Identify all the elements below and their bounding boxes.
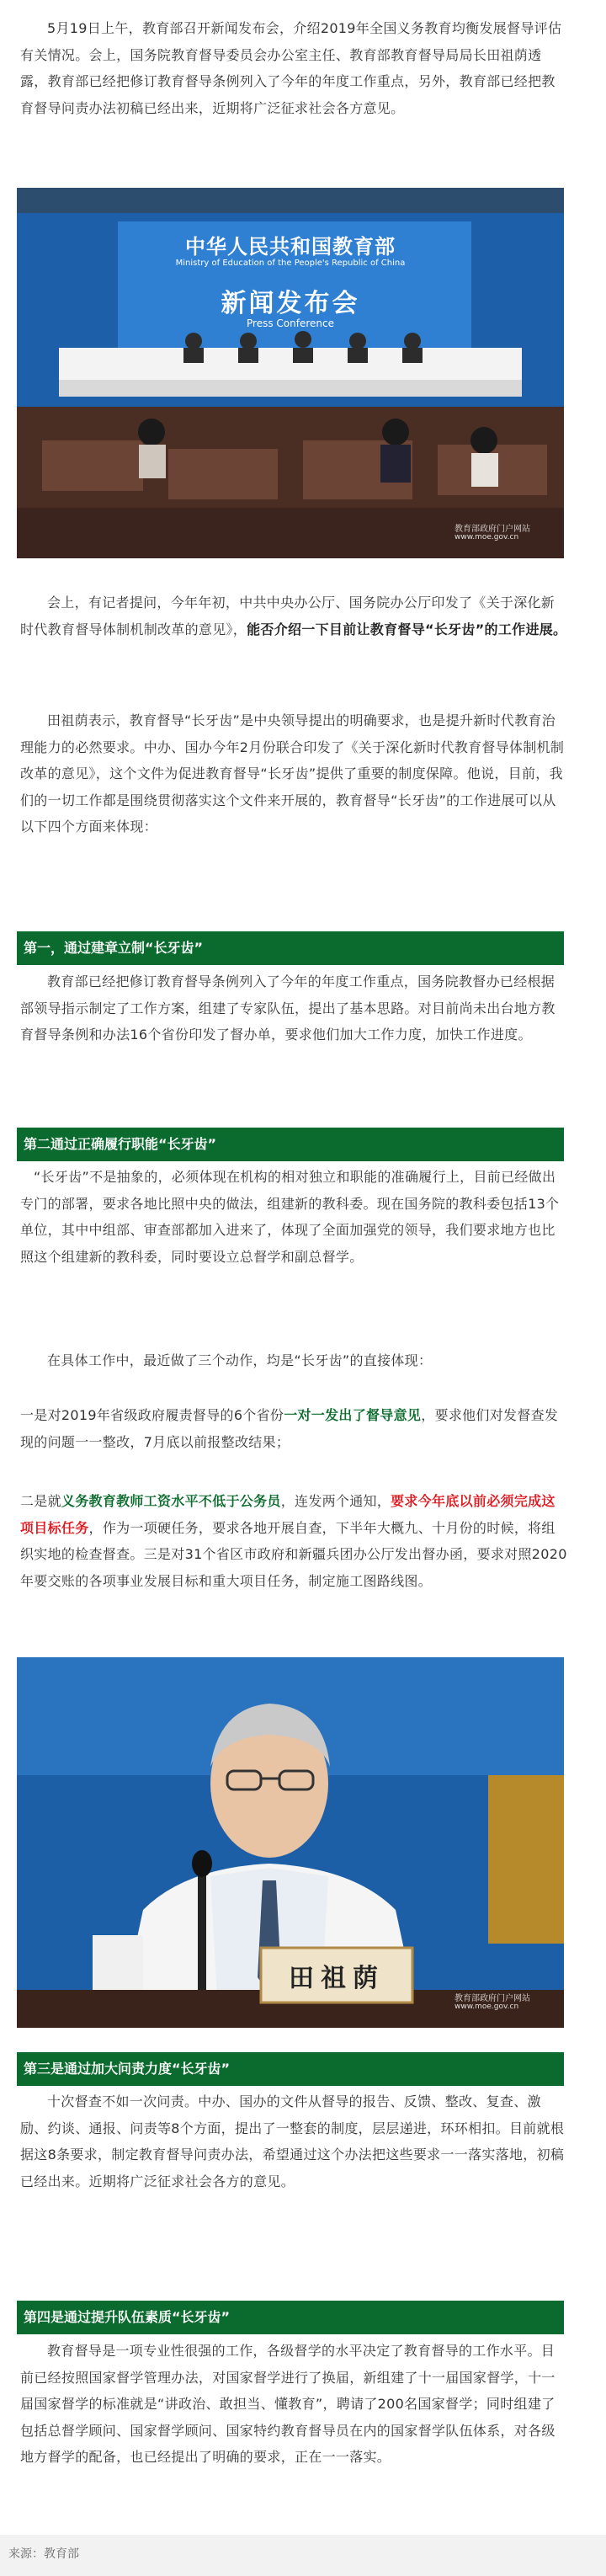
question-bold-text: 能否介绍一下目前让教育督导“长牙齿”的工作进展。 <box>247 621 567 637</box>
p4-green-highlight: 义务教育教师工资水平不低于公务员 <box>61 1493 281 1509</box>
photo-watermark: 教育部政府门户网站 <box>454 525 530 534</box>
p4-text-e: ，作为一项硬任务，要求各地开展自查，下半年大概九、十月份的时候，将组织实地的检查督查。三是对31个省区市政府和新疆兵团办公厅发出督办函，要求对照2020年要交账的各项事业发展目标和重大项目任务，制定施工图路线图。 <box>20 1519 567 1589</box>
section-2-heading: 第二通过正确履行职能“长牙齿” <box>17 1128 564 1161</box>
section-4-paragraph: 教育督导是一项专业性很强的工作，各级督学的水平决定了教育督导的工作水平。目前已经按照国家督学管理办法，对国家督学进行了换届，新组建了十一届国家督学，十一届国家督学的标准就是“讲政治、敢担当、懂教育”，聘请了200名国家督学；同时组建了包括总督学顾问、国家督学顾问、国家特约教育督导员在内的国家督学队伍体系，对各级地方督学的配备，也已经提出了明确的要求，正在一一落实。 <box>20 2343 556 2465</box>
p4-text-a: 二是就 <box>20 1493 61 1509</box>
section-2-paragraph-2: 在具体工作中，最近做了三个动作，均是“长牙齿”的直接体现： <box>47 1352 433 1368</box>
banner-title-cn: 中华人民共和国教育部 <box>185 234 396 259</box>
source-footer <box>0 2535 606 2576</box>
press-conference-photo <box>17 188 564 558</box>
press-conference-title-en: Press Conference <box>247 317 334 329</box>
section-4-heading: 第四是通过提升队伍素质“长牙齿” <box>17 2301 564 2334</box>
section-3-heading: 第三是通过加大问责力度“长牙齿” <box>17 2052 564 2086</box>
photo-watermark-url: www.moe.gov.cn <box>454 2003 519 2011</box>
press-conference-title-cn: 新闻发布会 <box>221 289 360 318</box>
question-text: 会上，有记者提问，今年年初，中共中央办公厅、国务院办公厅印发了《关于深化新时代教育督导体制机制改革的意见》， <box>20 595 556 637</box>
section-1-heading: 第一，通过建章立制“长牙齿” <box>17 931 564 965</box>
p4-red-highlight: 要求今年底以前必须完成这项目标任务 <box>20 1493 556 1536</box>
p3-text-c: ，要求他们对发督查发现的问题一一整改，7月底以前报整改结果； <box>20 1407 559 1450</box>
speaker-nameplate: 田祖荫 <box>289 1964 385 1993</box>
section-2-paragraph-4 <box>20 1488 567 1594</box>
photo-watermark-url: www.moe.gov.cn <box>454 533 519 541</box>
intro-paragraph: 5月19日上午，教育部召开新闻发布会，介绍2019年全国义务教育均衡发展督导评估有关情况。会上，国务院教育督导委员会办公室主任、教育部教育督导局局长田祖荫透露，教育部已经把修订教育督导条例列入了今年的年度工作重点，另外，教育部已经把教育督导问责办法初稿已经出来，近期将广泛征求社会各方意见。 <box>20 20 562 116</box>
section-3-paragraph: 十次督查不如一次问责。中办、国办的文件从督导的报告、反馈、整改、复查、激励、约谈、通报、问责等8个方面，提出了一整套的制度，层层递进，环环相扣。目前就根据这8条要求，制定教育督导问责办法，希望通过这个办法把这些要求一一落实落地，初稿已经出来。近期将广泛征求社会各方的意见。 <box>20 2093 565 2189</box>
section-1-paragraph: 教育部已经把修订教育督导条例列入了今年的年度工作重点，国务院教督办已经根据部领导指示制定了工作方案，组建了专家队伍，提出了基本思路。对目前尚未出台地方教育督导条例和办法16个省份印发了督办单，要求他们加大工作力度，加快工作进度。 <box>20 973 556 1043</box>
question-paragraph <box>20 589 567 643</box>
answer-paragraph: 田祖荫表示，教育督导“长牙齿”是中央领导提出的明确要求，也是提升新时代教育治理能力的必然要求。中办、国办今年2月份联合印发了《关于深化新时代教育督导体制机制改革的意见》，这个文件为促进教育督导“长牙齿”提供了重要的制度保障。他说，目前，我们的一切工作都是围绕贯彻落实这个文件来开展的，教育督导“长牙齿”的工作进展可以从以下四个方面来体现： <box>20 712 565 835</box>
p3-highlight: 一对一发出了督导意见 <box>284 1407 422 1423</box>
photo-watermark: 教育部政府门户网站 <box>454 1994 530 2003</box>
banner-title-en: Ministry of Education of the People's Republic of China <box>175 259 406 268</box>
section-2-paragraph-1: “长牙齿”不是抽象的，必须体现在机构的相对独立和职能的准确履行上，目前已经做出专门的部署，要求各地比照中央的做法，组建新的教科委。现在国务院的教科委包括13个单位，其中中组部、审查部都加入进来了，体现了全面加强党的领导，我们要求地方也比照这个组建新的教科委，同时要设立总督学和副总督学。 <box>20 1169 560 1265</box>
section-2-paragraph-3 <box>20 1402 567 1455</box>
source-label: 来源：教育部 <box>8 2547 79 2561</box>
p4-text-c: ，连发两个通知， <box>280 1493 391 1509</box>
p3-text-a: 一是对2019年省级政府履责督导的6个省份 <box>20 1407 284 1423</box>
speaker-photo <box>17 1657 564 2028</box>
